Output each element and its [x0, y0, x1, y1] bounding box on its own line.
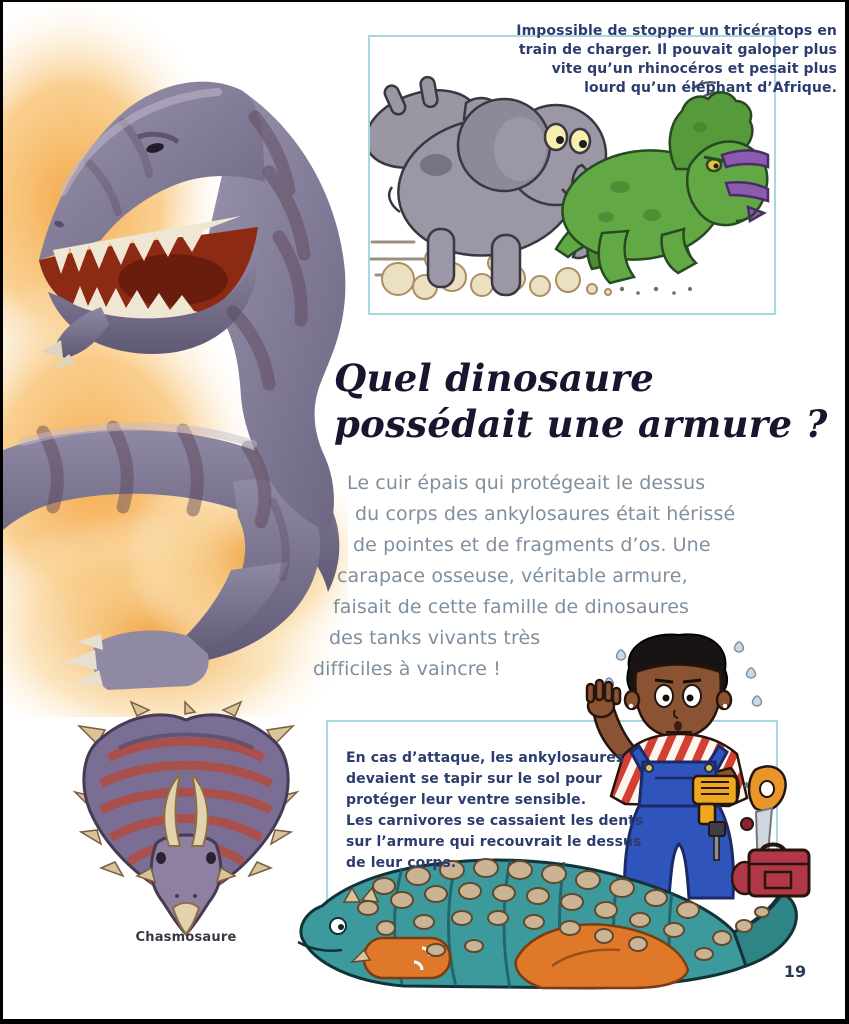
caption-line: Impossible de stopper un tricératops en	[516, 23, 837, 39]
caption-line: sur l’armure qui recouvrait le dessus	[346, 834, 642, 850]
chasmosaure-illustration	[67, 696, 305, 936]
body-line: Le cuir épais qui protégeait le dessus	[347, 472, 706, 494]
toolbox-icon	[731, 830, 815, 902]
body-line: des tanks vivants très	[329, 627, 541, 649]
body-line: du corps des ankylosaures était hérissé	[355, 503, 736, 525]
trex-illustration	[3, 2, 348, 717]
caption-line: protéger leur ventre sensible.	[346, 792, 587, 808]
book-page	[3, 2, 845, 1019]
caption-line: train de charger. Il pouvait galoper plus	[518, 42, 837, 58]
caption-line: Les carnivores se cassaient les dents	[346, 813, 644, 829]
body-line: difficiles à vaincre !	[313, 658, 501, 680]
caption-line: devaient se tapir sur le sol pour	[346, 771, 603, 787]
body-line: carapace osseuse, véritable armure,	[337, 565, 688, 587]
caption-line: lourd qu’un éléphant d’Afrique.	[584, 80, 837, 96]
triceratops-caption	[499, 22, 837, 98]
title-line-1: Quel dinosaure	[334, 356, 655, 400]
ankylosaure-caption	[346, 748, 652, 874]
caption-line: vite qu’un rhinocéros et pesait plus	[551, 61, 837, 77]
title-line-2: possédait une armure ?	[334, 402, 828, 446]
chasmosaure-label: Chasmosaure	[135, 930, 237, 945]
body-line: de pointes et de fragments d’os. Une	[353, 534, 711, 556]
caption-line: En cas d’attaque, les ankylosaures	[346, 750, 625, 766]
page-number: 19	[783, 962, 807, 981]
triceratops-figure	[555, 82, 768, 295]
article-body	[303, 468, 785, 685]
body-line: faisait de cette famille de dinosaures	[333, 596, 690, 618]
page-title	[334, 355, 828, 447]
caption-line: de leur corps.	[346, 855, 457, 871]
